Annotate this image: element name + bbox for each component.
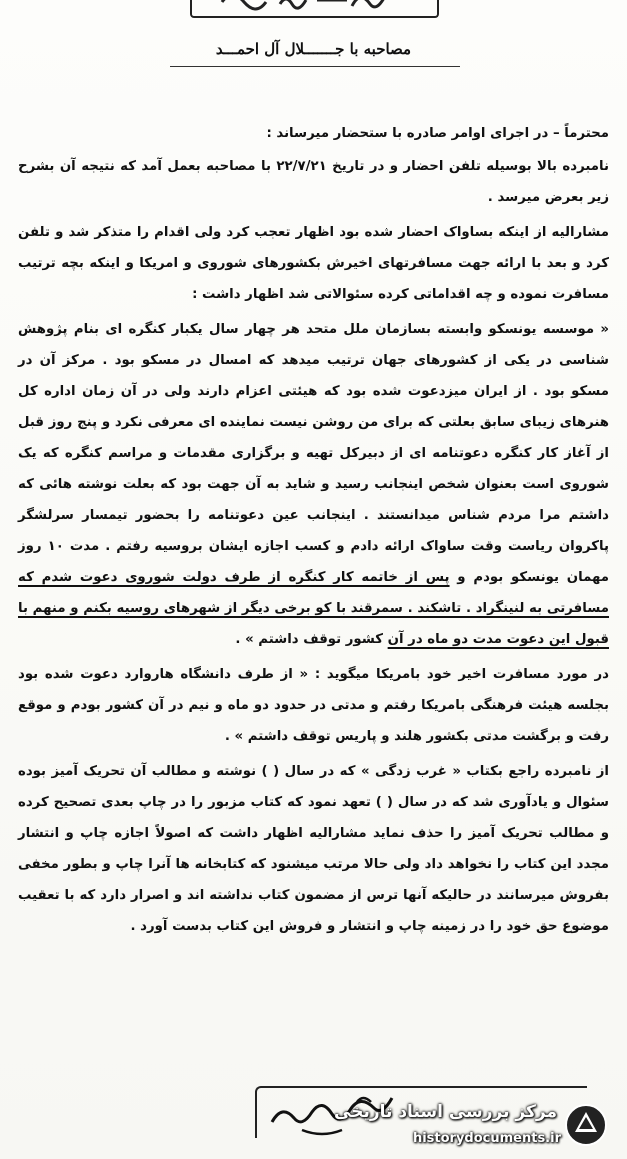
watermark [313, 1096, 613, 1156]
title-underline [170, 66, 460, 68]
paragraph-gharbzadegi: از نامبرده راجع بکتاب « غرب زدگی » که در سال ( ) نوشته و مطالب آن تحریک آمیز بوده سئوال و یادآوری شد که در سال ( ) تعهد نمود که کتاب مزبور را در چاپ بعدی تصحیح کرده و مطالب تحریک آمیز را حذف نماید مشارالیه اظهار داشت که اصولاً اجازه چاپ و انتشار مجدد این کتاب را نخواهد داد ولی حالا مرتب میشنود که کتابخانه ها آنرا چاپ و بطور مخفی بفروش میرسانند در حالیکه آنها ترس از مضمون کتاب نداشته اند و اصرار دارد که با تعقیب موضوع حق خود را در زمینه چاپ و انتشار و فروش این کتاب بدست آورد . [18, 764, 609, 934]
underlined-passage: پس از خاتمه کار کنگره از طرف دولت شوروی دعوت شدم که مسافرتی به لنینگراد . تاشکند . سمرقند با کو برخی دیگر از شهرهای روسیه بکنم و منهم با قبول این دعوت مدت دو ماه در آن [18, 570, 609, 647]
paragraph-intro: نامبرده بالا بوسیله تلفن احضار و در تاریخ ۲۲/۷/۲۱ با مصاحبه بعمل آمد که نتیجه آن بشرح زیر بعرض میرسد . [18, 159, 609, 205]
stamp-scribble-icon [192, 0, 437, 16]
watermark-url: historydocuments.ir [412, 1131, 561, 1146]
paragraph-unesco-congress [18, 314, 609, 655]
document-title: مصاحبه با جـــــــلال آل احمـــد [215, 40, 412, 58]
document-body [18, 118, 609, 946]
watermark-brand: مرکز بررسی اسناد تاریخی [334, 1102, 557, 1122]
salutation: محترماً – در اجرای اوامر صادره با ستحضار میرساند : [266, 126, 609, 141]
paragraph-unesco-text: « موسسه یونسکو وابسته بسازمان ملل متحد هر چهار سال یکبار کنگره ای بنام پژوهش شناسی در یکی از کشورهای جهان ترتیب میدهد که امسال در مسکو بود . مرکز آن در مسکو بود . از ایران میزدعوت شده بود که هیئتی اعزام دارند ولی در آن زمان اداره کل هنرهای زیبای سابق بعلتی که برای من روشن نیست نماینده ای معرفی نکرد و پنج روز قبل از آغاز کار کنگره دعوتنامه ای از دبیرکل تهیه و برگزاری مقدمات و مراسم کنگره که یک شوروی است بعنوان شخص اینجانب رسید و شاید به آن جهت بود که بعلت نوشته هائی که داشتم مرا مردم شناس میدانستند . اینجانب عین دعوتنامه را بحضور تیمسار سرلشگر پاکروان ریاست وقت ساواک ارائه دادم و کسب اجازه ایشان بروسیه رفتم . مدت ۱۰ روز مهمان یونسکو بودم و پس از خاتمه کار کنگره از طرف دولت شوروی دعوت شدم که مسافرتی به لنینگراد . تاشکند . سمرقند با کو برخی دیگر از شهرهای روسیه بکنم و منهم با قبول این دعوت مدت دو ماه در آن کشور توقف داشتم » . [18, 322, 609, 647]
top-stamp [190, 0, 439, 18]
history-documents-logo-icon [563, 1102, 609, 1148]
paragraph-america-trip: در مورد مسافرت اخیر خود بامریکا میگوید : « از طرف دانشگاه هاروارد دعوت شده بود بجلسه هیئت فرهنگی بامریکا رفتم و مدتی در حدود دو ماه و نیم در آن کشور بودم و موقع رفت و برگشت مدتی بکشور هلند و پاریس توقف داشتم » . [18, 667, 609, 744]
paragraph-summons: مشارالیه از اینکه بساواک احضار شده بود اظهار تعجب کرد ولی اقدام را متذکر شد و تلفن کرد و بعد با ارائه جهت مسافرتهای اخیرش بکشورهای شوروی و امریکا و اینکه بچه ترتیب مسافرت نموده و چه اقداماتی کرده سئوالاتی شد اظهار داشت : [18, 225, 609, 302]
